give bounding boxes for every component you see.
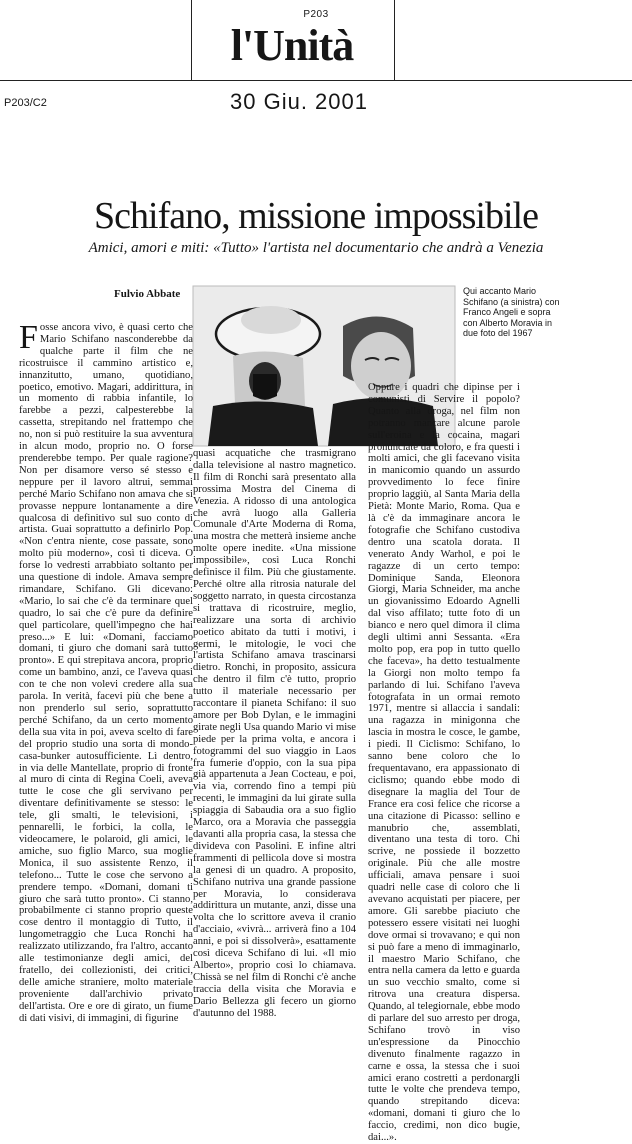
issue-date: 30 Giu. 2001: [230, 89, 368, 114]
column-1-text: osse ancora vivo, è quasi certo che Mario Schifano nasconderebbe da qualche parte il film che ne ricostruisce il cammino artistico e, innanzitutto, umano, quotidiano, poetico, emotivo. Magari, addirittura, in un momento di rabbia infantile, lo farebbe a pezzi, calpesterebbe la cassetta, strepitando nel frattempo che no, non si può restituire la sua avventura in alcun modo, proprio no. O forse prenderebbe tempo. Per quale ragione? Non per disamore verso sé stesso e neppure per il lavoro altrui, semmai perché Mario Schifano non amava che si provasse neppure lontanamente a dire qualcosa di definitivo sul suo conto di artista. Guai soprattutto a definirlo Pop. «Non c'entra niente, cose passate, sono molto più moderno», così ti diceva. O forse lo vedresti arrabbiato soltanto per una questione di indole. Amava sempre rimandare, Schifano. Gli dicevano: «Mario, lo sai che c'è da terminare quel quadro, lo sai che c'è pure da definire quel particolare, quell'impegno che hai preso...» E lui: «Domani, facciamo domani, ti giuro che domani sarà tutto pronto». E qui strepitava ancora, proprio come un bambino, anzi, ce l'aveva quasi con te che non volevi credere alla sua parola. In verità, facevi più che bene a non prenderlo sul serio, soprattutto perché Schifano, da un certo momento della sua vita in poi, aveva scelto di fare del proprio studio una sorta di mondo-casa-bunker autosufficiente. Lì dentro, in via delle Mantellate, proprio di fronte al muro di cinta di Regina Coeli, aveva tutte le cose che gli servivano per diventare definitivamente se stesso: le tele, gli smalti, le televisioni, i pennarelli, le forbici, la colla, le videocamere, le polaroid, gli amici, le amiche, suo figlio Marco, sua moglie Monica, il suo assistente Renzo, il telefono... Tutte le cose che servono a prendere tempo. «Domani, domani ti giuro che sarà tutto pronto». Ci stanno, probabilmente ci stanno proprio queste cose dentro il montaggio di Tutto, il lungometraggio che Luca Ronchi ha realizzato utilizzando, fra l'altro, accanto alle testimonianze degli amici, del fratello, dei collezionisti, dei critici, delle amiche straniere, molto materiale proveniente dall'archivio privato dell'artista. Ore e ore di girato, un fiume di dati visivi, di immagini, di figurine: [19, 322, 193, 1024]
drop-cap: F: [19, 319, 38, 356]
section-code: P203/C2: [4, 97, 47, 109]
article-byline: Fulvio Abbate: [114, 288, 181, 300]
column-2-text: quasi acquatiche che trasmigrano dalla televisione al nastro magnetico. Il film di Ronchi sarà presentato alla prossima Mostra del Cinema di Venezia. A ridosso di una antologica che avrà luogo alla Galleria Comunale d'Arte Moderna di Roma, una mostra che metterà insieme anche molte opere inedite. «Una missione impossibile», così Luca Ronchi definisce il film. Più che giustamente. Perché oltre alla ritrosia naturale del soggetto narrato, in questa circostanza si trattava di ricostruire, meglio, realizzare una sorta di archivio poetico abitato da tutti i motivi, i germi, le mitologie, le voci che l'artista Schifano amava trascinarsi dietro. Ronchi, in proposito, assicura che dentro il film c'è tutto, proprio tutto il materiale necessario per raccontare il pianeta Schifano: il suo amore per Bob Dylan, e le immagini girate negli Usa quando Mario vi mise piede per la prima volta, e ancora i fotogrammi del suo viaggio in Laos fra fumerie d'oppio, con la sua pipa già appartenuta a Jean Cocteau, e poi, via via, correndo fino a tempi più recenti, le immagini da lui girate sulla spiaggia di Sabaudia ora a suo figlio Marco, ora a Moravia che passeggia davanti alla propria casa, la stessa che divideva con Pasolini. E infine altri frammenti di pellicola dove si mostra la genesi di un quadro. A proposito, Schifano nutriva una grande passione per Moravia, lo considerava addirittura un mutante, anzi, disse una volta che lo scrittore aveva il cranio d'acciaio, «vivrà... arriverà fino a 104 anni, e poi si dissolverà», esattamente così diceva Schifano di lui. «Il mio Alberto», proprio così lo chiamava. Chissà se nel film di Ronchi c'è anche traccia della visita che Moravia e Dario Bellezza gli fecero un giorno d'autunno del 1988.: [193, 448, 356, 1019]
column-3-text: Oppure i quadri che dipinse per i comunisti di Servire il popolo? Quanto alla droga, nel film non potranno mancare alcune parole sull'eroina e la cocaina, magari pronunciate da coloro, e fra questi i molti amici, che gli facevano visita in manicomio quando un assurdo provvedimento lo fece finire proprio laggiù, al Santa Maria della Pietà: Monte Mario, Roma. Qua e là c'è da immaginare ancora le fotografie che Schifano custodiva dentro una scatola dorata. Il venerato Andy Warhol, e poi le ragazze di un certo tempo: Dominique Sanda, Eleonora Giorgi, Maria Schneider, ma anche un giovanissimo Edoardo Agnelli dal viso affilato; tutte foto di un bianco e nero quel dimora il clima degli ultimi anni Sessanta. «Era molto pop, era pop in tutto quello che faceva», ha detto testualmente la Giorgi non molto tempo fa parlando di lui. Schifano l'aveva fotografata in un ormai remoto 1971, mentre si allaccia i sandali: una ragazza in minigonna che lascia in mostra le cosce, le gambe, i piedi. Il Ciclismo: Schifano, lo sanno bene coloro che lo frequentavano, era appassionato di ciclismo; quando ebbe modo di disegnare la maglia del Tour de France era così felice che ricorse a una citazione di Picasso: sellino e manubrio che, assemblati, diventano una testa di toro. Chi scrive, ne possiede il bozzetto originale. Più che alle mostre ufficiali, amava pensare i suoi quadri nelle case di coloro che li avevano acquistati per piacere, per amore. Gli sarebbe piaciuto che potessero essere visitati nei luoghi dove ormai si trovavano; e qui non si può fare a meno di immaginarlo, il maestro Mario Schifano, che entra nella camera da letto e guarda un suo vecchio smalto, come si ritrova una creatura dispersa. Quando, al telegiornale, ebbe modo di parlare del suo arresto per droga, Schifano trovò in viso un'espressione da Pinocchio divenuto finalmente ragazzo in carne e ossa, la stessa che i suoi amici erano costretti a perdonargli tutte le volte che prendeva tempo, quando strepitando diceva: «domani, domani ti giuro che lo faccio, credimi, non dico bugie, dai...».: [368, 382, 520, 1144]
newspaper-logo: l'Unità: [230, 21, 354, 70]
masthead-rule: [0, 80, 632, 81]
photo-caption: Qui accanto Mario Schifano (a sinistra) con Franco Angeli e sopra con Alberto Moravia in due foto del 1967: [463, 286, 560, 338]
article-column-1: [19, 319, 193, 1024]
article-subheadline: Amici, amori e miti: «Tutto» l'artista nel documentario che andrà a Venezia: [88, 240, 544, 256]
page-code: P203: [303, 9, 329, 20]
article-column-2: [193, 448, 356, 1019]
article-headline: Schifano, missione impossibile: [94, 195, 538, 237]
article-column-3: [368, 382, 520, 1144]
